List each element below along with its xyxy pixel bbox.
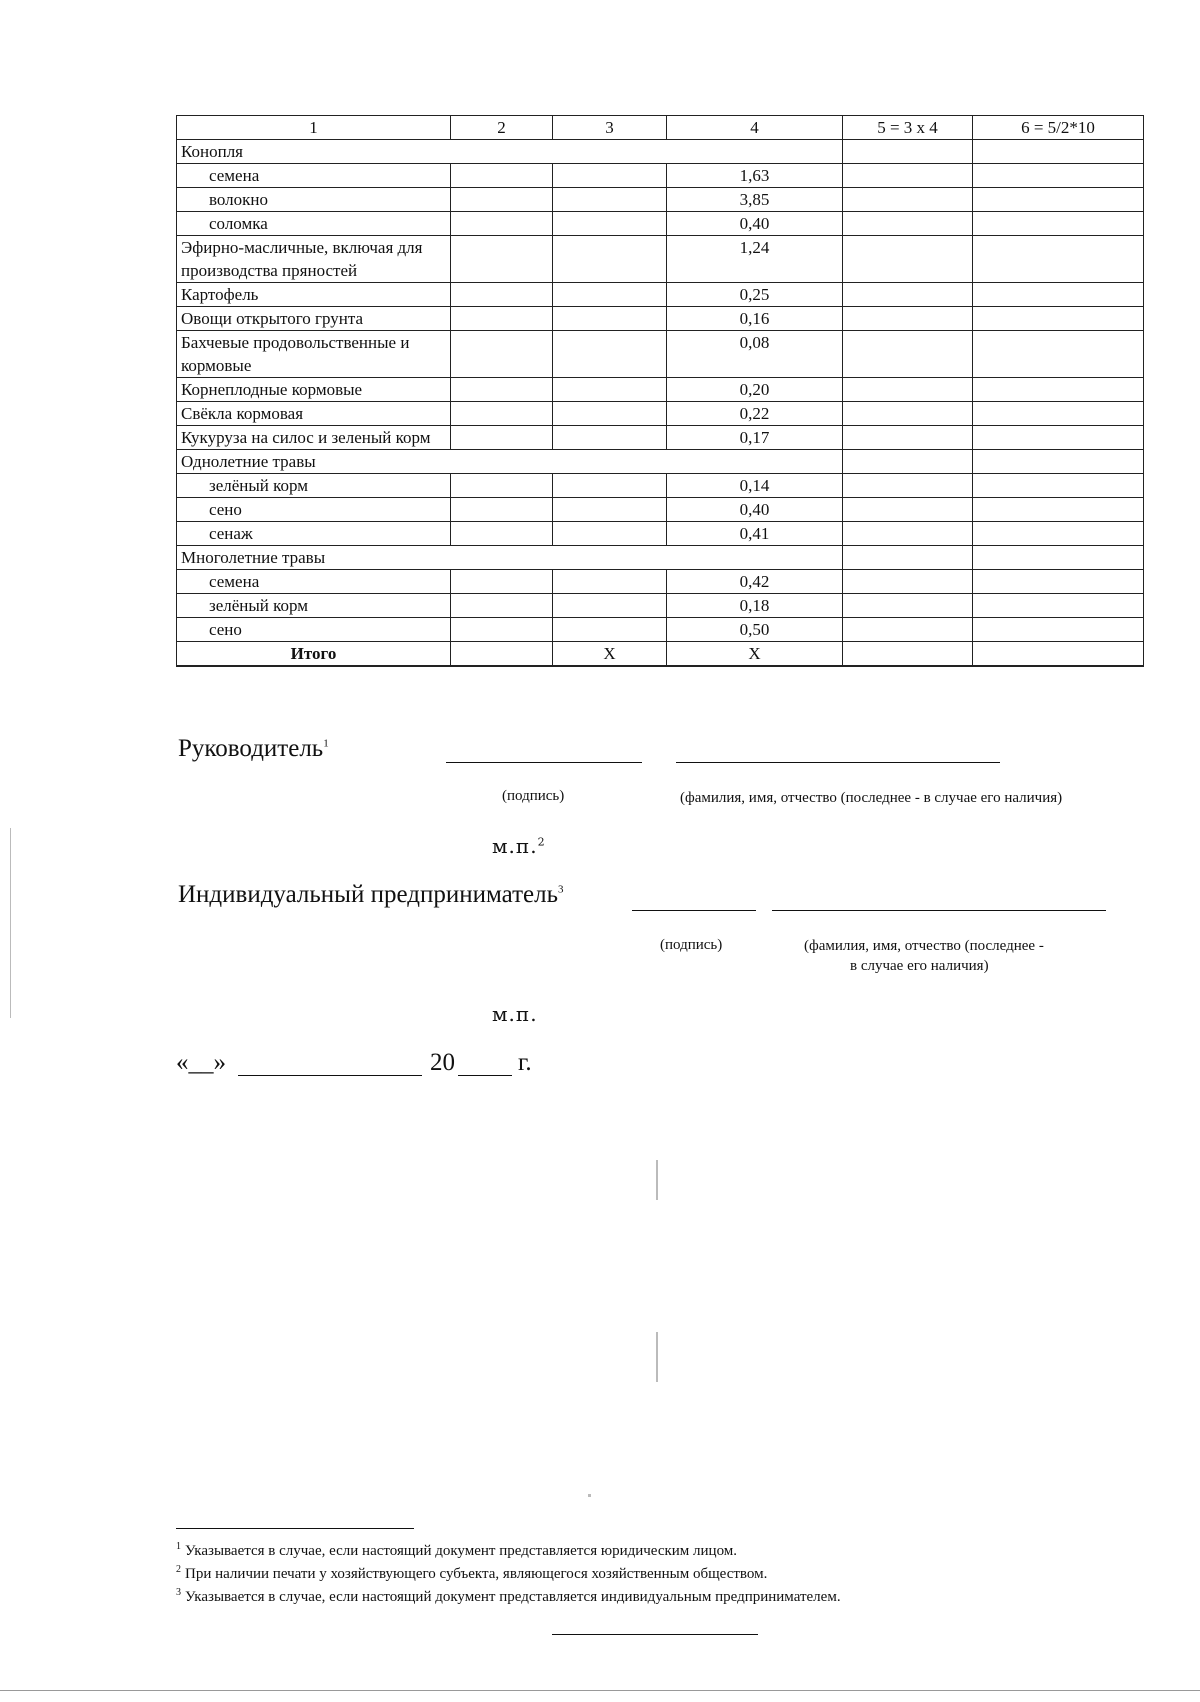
coefficient-cell: 0,40 (667, 212, 843, 236)
entrepreneur-label (178, 881, 563, 909)
coefficient-cell: 0,14 (667, 474, 843, 498)
row-label: Корнеплодные кормовые (177, 378, 451, 402)
table-cell (973, 283, 1144, 307)
coefficient-cell: 0,41 (667, 522, 843, 546)
table-row (177, 426, 1144, 450)
signature-caption: (подпись) (502, 788, 565, 804)
coefficient-cell: 3,85 (667, 188, 843, 212)
coefficient-cell: 0,16 (667, 307, 843, 331)
column-header: 1 (177, 116, 451, 140)
table-cell (973, 498, 1144, 522)
table-row (177, 212, 1144, 236)
table-row (177, 140, 1144, 164)
signature-line (446, 762, 642, 763)
total-cell: Х (553, 642, 667, 667)
table-header-row (177, 116, 1144, 140)
row-label: семена (177, 164, 451, 188)
table-cell (843, 378, 973, 402)
column-header: 4 (667, 116, 843, 140)
table-cell (843, 402, 973, 426)
footnote-mark: 3 (557, 883, 564, 896)
footnote-text: При наличии печати у хозяйствующего субъекта, являющегося хозяйственным обществом. (185, 1566, 768, 1582)
table-cell (553, 307, 667, 331)
coefficient-cell: 0,22 (667, 402, 843, 426)
table-cell (843, 594, 973, 618)
coefficient-cell: 0,20 (667, 378, 843, 402)
row-label: Конопля (177, 140, 843, 164)
table-cell (843, 546, 973, 570)
table-cell (553, 164, 667, 188)
table-row (177, 618, 1144, 642)
table-cell (451, 378, 553, 402)
table-row (177, 570, 1144, 594)
table-cell (973, 402, 1144, 426)
table-cell (843, 331, 973, 378)
row-label: Бахчевые продовольственные и кормовые (177, 331, 451, 378)
scan-artifact (588, 1494, 591, 1497)
table-cell (973, 188, 1144, 212)
table-cell (553, 618, 667, 642)
row-label: Однолетние травы (177, 450, 843, 474)
stamp-label-text: м.п. (492, 834, 538, 858)
table-cell (843, 283, 973, 307)
row-label: Многолетние травы (177, 546, 843, 570)
table-cell (451, 618, 553, 642)
coefficient-cell: 0,25 (667, 283, 843, 307)
column-header: 3 (553, 116, 667, 140)
name-line (772, 910, 1106, 911)
table-cell (451, 331, 553, 378)
footnote-mark: 2 (537, 835, 546, 849)
table-row (177, 402, 1144, 426)
table-cell (843, 307, 973, 331)
row-label: Эфирно-масличные, включая для производства пряностей (177, 236, 451, 283)
coefficient-cell: 0,42 (667, 570, 843, 594)
table-cell (451, 474, 553, 498)
coefficient-cell: 0,18 (667, 594, 843, 618)
footnote (176, 1564, 767, 1583)
row-label: Овощи открытого грунта (177, 307, 451, 331)
table-cell (451, 164, 553, 188)
table-cell (973, 164, 1144, 188)
table-cell (553, 236, 667, 283)
table-cell (973, 331, 1144, 378)
table-cell (553, 522, 667, 546)
row-label: сено (177, 498, 451, 522)
table-row (177, 450, 1144, 474)
table-cell (973, 522, 1144, 546)
table-cell (843, 642, 973, 667)
table-cell (553, 426, 667, 450)
table-row (177, 188, 1144, 212)
table-cell (451, 307, 553, 331)
date-day: «__» (176, 1049, 226, 1076)
table-cell (553, 570, 667, 594)
table-cell (843, 164, 973, 188)
table-cell (553, 331, 667, 378)
table-row (177, 307, 1144, 331)
table-cell (843, 498, 973, 522)
table-row (177, 546, 1144, 570)
table-row (177, 164, 1144, 188)
table-cell (843, 570, 973, 594)
table-cell (451, 402, 553, 426)
footnote-mark: 3 (176, 1587, 181, 1598)
row-label: сенаж (177, 522, 451, 546)
table-row (177, 331, 1144, 378)
name-line (676, 762, 1000, 763)
table-row (177, 283, 1144, 307)
table-cell (843, 522, 973, 546)
table-cell (553, 188, 667, 212)
head-label-text: Руководитель (178, 735, 324, 762)
row-label: волокно (177, 188, 451, 212)
table-cell (843, 140, 973, 164)
table-cell (843, 188, 973, 212)
total-cell: Х (667, 642, 843, 667)
coefficient-cell: 1,24 (667, 236, 843, 283)
coefficient-cell: 0,50 (667, 618, 843, 642)
footnote (176, 1587, 841, 1606)
total-row (177, 642, 1144, 667)
table-cell (843, 474, 973, 498)
table-cell (553, 378, 667, 402)
table-cell (451, 212, 553, 236)
table-cell (973, 642, 1144, 667)
table-cell (843, 426, 973, 450)
table-row (177, 498, 1144, 522)
table-cell (451, 570, 553, 594)
crop-coefficients-table (176, 115, 1144, 667)
table-cell (973, 236, 1144, 283)
date-month-line (238, 1075, 422, 1076)
table-cell (843, 212, 973, 236)
table-cell (451, 642, 553, 667)
date-year-line (458, 1075, 512, 1076)
coefficient-cell: 1,63 (667, 164, 843, 188)
table-cell (973, 140, 1144, 164)
table-cell (451, 283, 553, 307)
footnote-text: Указывается в случае, если настоящий документ представляется индивидуальным предпринимателем. (185, 1589, 841, 1605)
row-label: Картофель (177, 283, 451, 307)
row-label: сено (177, 618, 451, 642)
footnote-mark: 1 (323, 737, 329, 750)
table-cell (973, 474, 1144, 498)
table-row (177, 378, 1144, 402)
row-label: зелёный корм (177, 474, 451, 498)
footnote-text: Указывается в случае, если настоящий документ представляется юридическим лицом. (185, 1543, 738, 1559)
table-cell (553, 212, 667, 236)
table-cell (973, 450, 1144, 474)
row-label: соломка (177, 212, 451, 236)
table-cell (843, 236, 973, 283)
name-caption: (фамилия, имя, отчество (последнее - в случае его наличия) (680, 790, 1063, 806)
table-cell (843, 618, 973, 642)
table-row (177, 594, 1144, 618)
table-cell (553, 402, 667, 426)
name-caption: (фамилия, имя, отчество (последнее - (804, 938, 1044, 954)
table-row (177, 522, 1144, 546)
table-cell (451, 236, 553, 283)
table-cell (973, 212, 1144, 236)
total-label: Итого (177, 642, 451, 667)
table-cell (553, 283, 667, 307)
row-label: семена (177, 570, 451, 594)
table-cell (553, 474, 667, 498)
date-year-suffix: г. (518, 1049, 532, 1076)
stamp-place-label: м.п. (492, 1002, 538, 1026)
signature-caption: (подпись) (660, 937, 723, 953)
table-cell (451, 498, 553, 522)
table-cell (843, 450, 973, 474)
table-cell (553, 594, 667, 618)
footnote-mark: 1 (176, 1541, 181, 1552)
table-cell (973, 426, 1144, 450)
table-cell (451, 594, 553, 618)
row-label: зелёный корм (177, 594, 451, 618)
column-header: 5 = 3 х 4 (843, 116, 973, 140)
table-cell (451, 522, 553, 546)
table-cell (451, 426, 553, 450)
date-year-prefix: 20 (430, 1049, 455, 1076)
table-cell (553, 498, 667, 522)
scan-artifact (656, 1332, 658, 1382)
table-row (177, 474, 1144, 498)
table-cell (973, 546, 1144, 570)
table-cell (973, 594, 1144, 618)
footnote (176, 1541, 737, 1560)
scan-edge (0, 1690, 1200, 1691)
entrepreneur-label-text: Индивидуальный предприниматель (178, 881, 558, 908)
footnote-mark: 2 (176, 1564, 181, 1575)
coefficient-cell: 0,40 (667, 498, 843, 522)
table-cell (973, 378, 1144, 402)
coefficient-cell: 0,17 (667, 426, 843, 450)
column-header: 6 = 5/2*10 (973, 116, 1144, 140)
head-of-organization-label (178, 735, 329, 763)
coefficient-cell: 0,08 (667, 331, 843, 378)
table-cell (973, 307, 1144, 331)
column-header: 2 (451, 116, 553, 140)
stamp-place-label (492, 834, 546, 858)
scan-artifact (656, 1160, 658, 1200)
name-caption: в случае его наличия) (850, 958, 989, 974)
scan-artifact (10, 828, 11, 1018)
row-label: Кукуруза на силос и зеленый корм (177, 426, 451, 450)
table-cell (973, 570, 1144, 594)
signature-line (632, 910, 756, 911)
table-cell (973, 618, 1144, 642)
footnote-separator (176, 1528, 414, 1529)
table-row (177, 236, 1144, 283)
table-cell (451, 188, 553, 212)
row-label: Свёкла кормовая (177, 402, 451, 426)
page-end-line (552, 1634, 758, 1635)
